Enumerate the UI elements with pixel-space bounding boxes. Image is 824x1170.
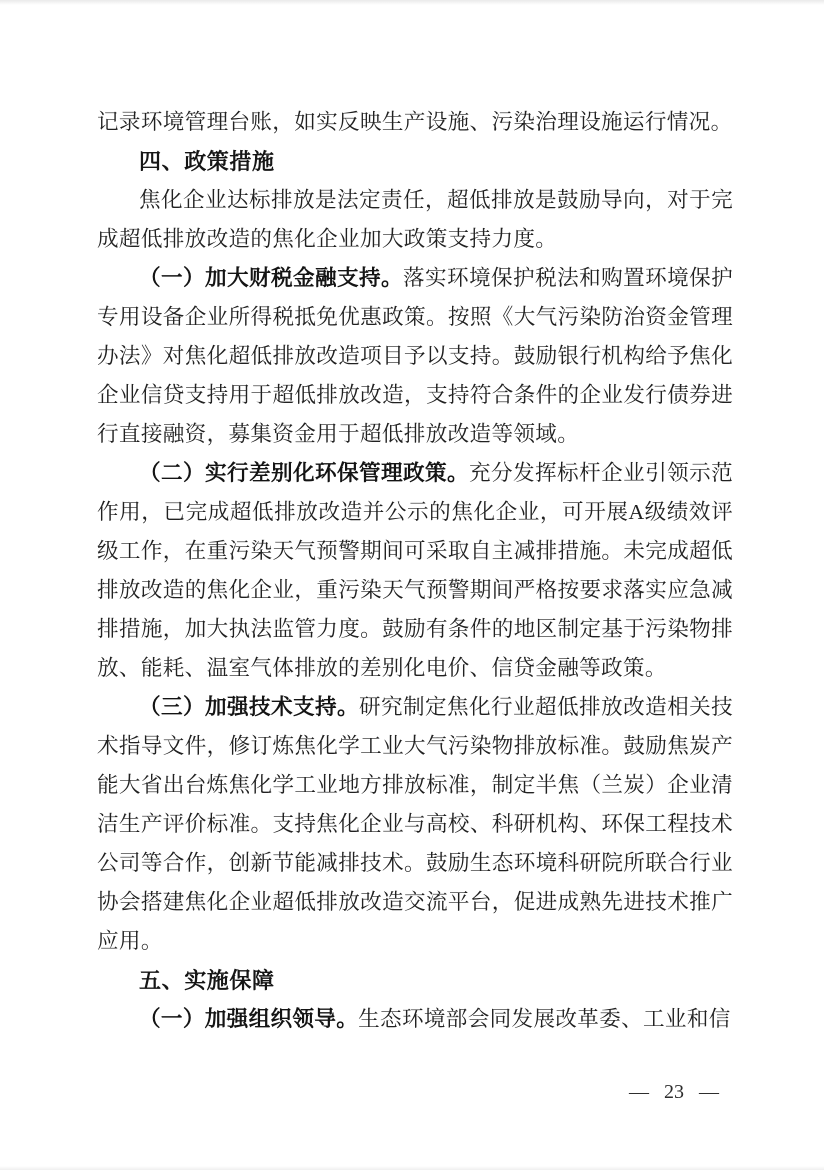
paragraph bbox=[97, 181, 733, 259]
paragraph-lead-bold: （二）实行差别化环保管理政策。 bbox=[139, 461, 470, 485]
paragraph-text: 生态环境部会同发展改革委、工业和信 bbox=[358, 1007, 731, 1031]
paragraph bbox=[97, 454, 733, 688]
section-heading bbox=[97, 961, 733, 1000]
paragraph bbox=[97, 688, 733, 961]
page-footer bbox=[629, 1080, 719, 1104]
heading-text: 四、政策措施 bbox=[139, 149, 275, 174]
document-body bbox=[97, 103, 733, 1039]
paragraph-text: 落实环境保护税法和购置环境保护专用设备企业所得税抵免优惠政策。按照《大气污染防治资金管理办法》对焦化超低排放改造项目予以支持。鼓励银行机构给予焦化企业信贷支持用于超低排放改造，支持符合条件的企业发行债券进行直接融资，募集资金用于超低排放改造等领域。 bbox=[97, 266, 733, 446]
paragraph-text: 焦化企业达标排放是法定责任，超低排放是鼓励导向，对于完成超低排放改造的焦化企业加大政策支持力度。 bbox=[97, 188, 733, 251]
paragraph-text: 记录环境管理台账，如实反映生产设施、污染治理设施运行情况。 bbox=[97, 110, 733, 134]
paragraph-lead-bold: （三）加强技术支持。 bbox=[139, 695, 360, 719]
page-number: 23 bbox=[664, 1081, 684, 1103]
footer-dash-left: — bbox=[629, 1081, 649, 1103]
paragraph-text: 充分发挥标杆企业引领示范作用，已完成超低排放改造并公示的焦化企业，可开展A级绩效评级工作，在重污染天气预警期间可采取自主减排措施。未完成超低排放改造的焦化企业，重污染天气预警期间严格按要求落实应急减排措施，加大执法监管力度。鼓励有条件的地区制定基于污染物排放、能耗、温室气体排放的差别化电价、信贷金融等政策。 bbox=[97, 461, 733, 680]
paragraph bbox=[97, 1000, 733, 1039]
paragraph-lead-bold: （一）加强组织领导。 bbox=[139, 1007, 359, 1031]
paragraph bbox=[97, 259, 733, 454]
section-heading bbox=[97, 142, 733, 181]
heading-text: 五、实施保障 bbox=[139, 968, 275, 993]
paragraph-lead-bold: （一）加大财税金融支持。 bbox=[139, 266, 404, 290]
continuation-line bbox=[97, 103, 733, 142]
paragraph-text: 研究制定焦化行业超低排放改造相关技术指导文件，修订炼焦化学工业大气污染物排放标准。鼓励焦炭产能大省出台炼焦化学工业地方排放标准，制定半焦（兰炭）企业清洁生产评价标准。支持焦化企业与高校、科研机构、环保工程技术公司等合作，创新节能减排技术。鼓励生态环境科研院所联合行业协会搭建焦化企业超低排放改造交流平台，促进成熟先进技术推广应用。 bbox=[97, 695, 733, 953]
footer-dash-right: — bbox=[699, 1081, 719, 1103]
